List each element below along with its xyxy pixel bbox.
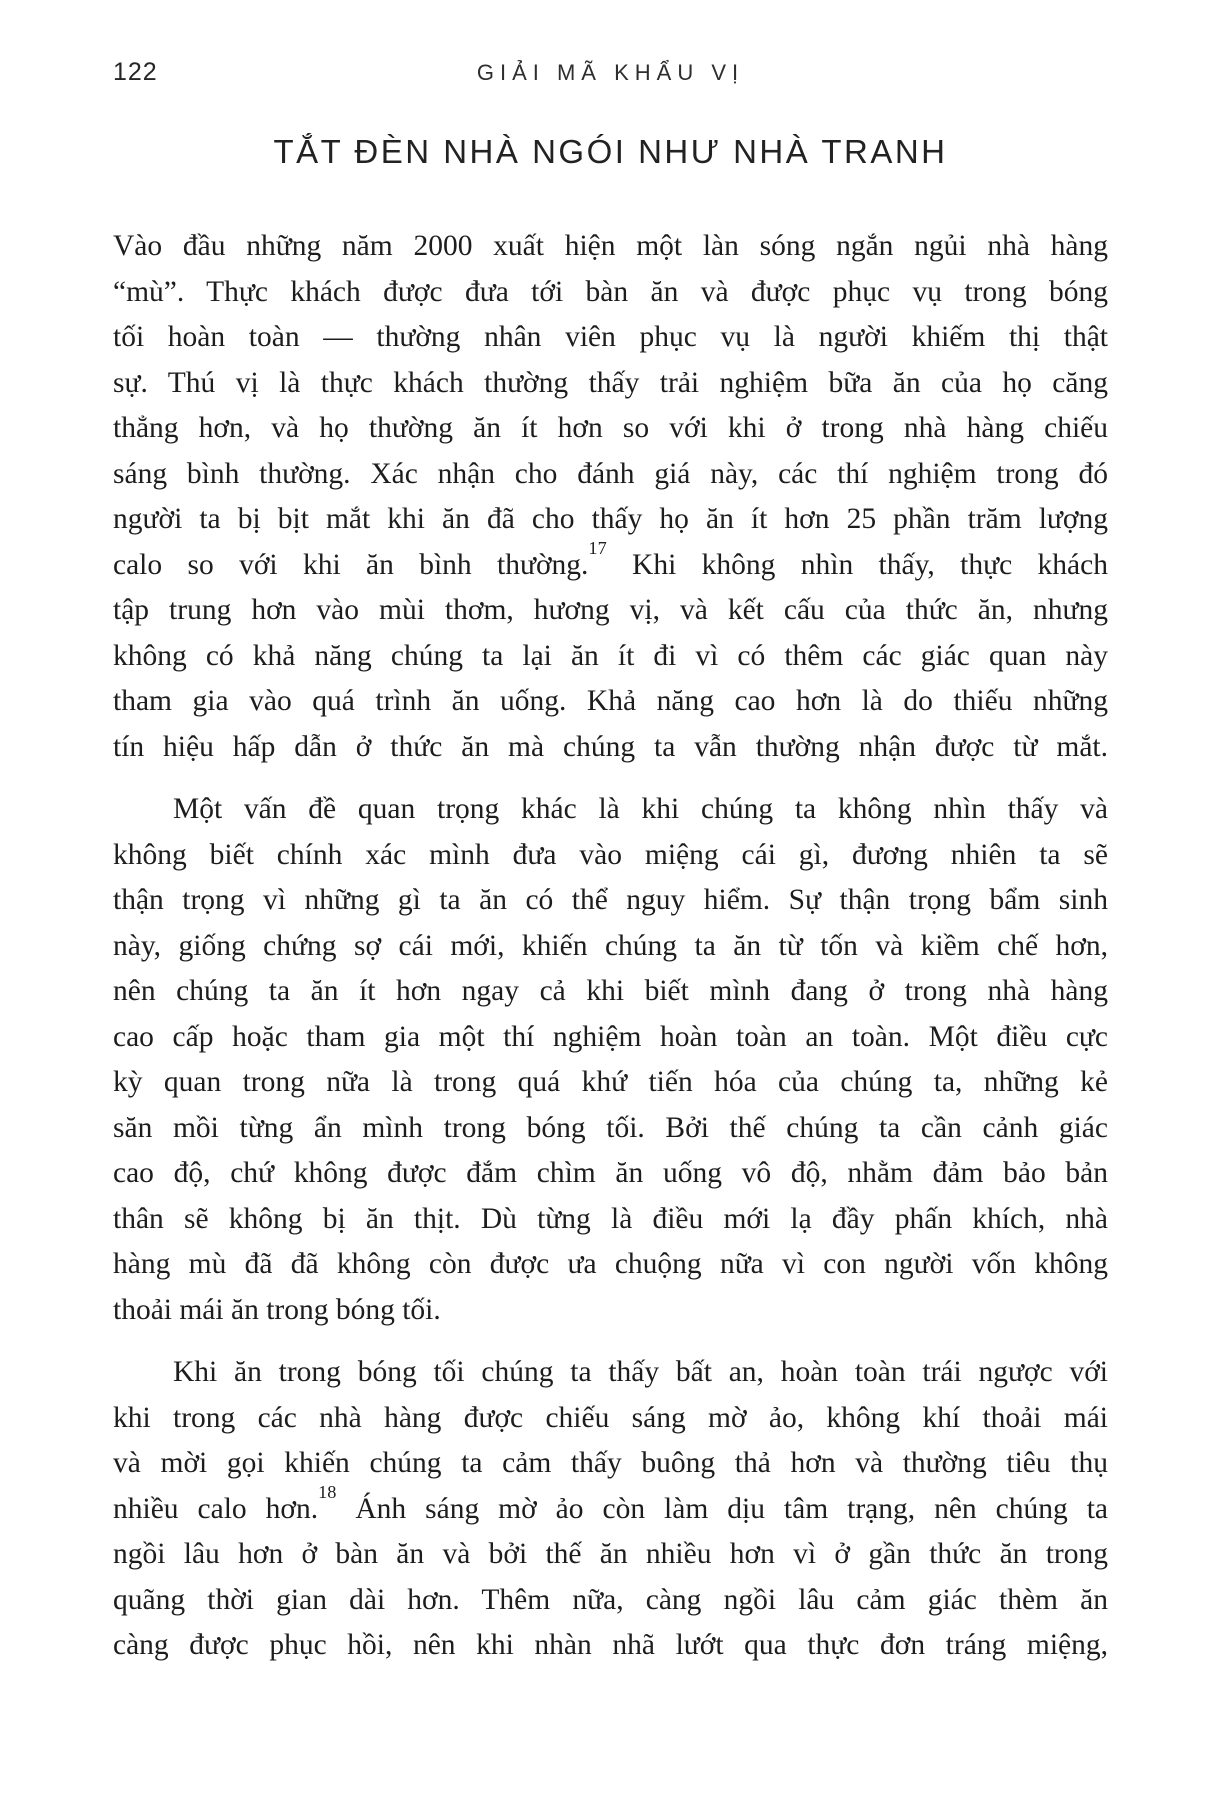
page-body [113,224,1108,1669]
text-line: khi trong các nhà hàng được chiếu sáng mờ ảo, không khí thoải mái [113,1401,1108,1434]
text-line: Một vấn đề quan trọng khác là khi chúng ta không nhìn thấy và [173,793,1108,825]
text-line: nhiều calo hơn.$^{18}$ Ánh sáng mờ ảo còn làm dịu tâm trạng, nên chúng ta [113,1482,1108,1525]
text-line: thẳng hơn, và họ thường ăn ít hơn so với khi ở trong nhà hàng chiếu [113,412,1108,444]
running-header: GIẢI MÃ KHẨU VỊ [476,60,745,85]
text-line: calo so với khi ăn bình thường.$^{17}$ Khi không nhìn thấy, thực khách [113,538,1108,581]
text-line: cao cấp hoặc tham gia một thí nghiệm hoàn toàn an toàn. Một điều cực [113,1020,1108,1053]
section-heading: TẮT ĐÈN NHÀ NGÓI NHƯ NHÀ TRANH [273,133,948,170]
footnote-ref: 17 [588,538,607,559]
text-line: tham gia vào quá trình ăn uống. Khả năng cao hơn là do thiếu những [113,685,1108,717]
text-line: ngồi lâu hơn ở bàn ăn và bởi thế ăn nhiều hơn vì ở gần thức ăn trong [113,1538,1108,1570]
text-line: tập trung hơn vào mùi thơm, hương vị, và kết cấu của thức ăn, nhưng [113,594,1108,626]
text-line: này, giống chứng sợ cái mới, khiến chúng ta ăn từ tốn và kiềm chế hơn, [113,929,1108,962]
paragraph [113,224,1108,770]
text-line: nên chúng ta ăn ít hơn ngay cả khi biết mình đang ở trong nhà hàng [113,975,1108,1007]
text-line: người ta bị bịt mắt khi ăn đã cho thấy họ ăn ít hơn 25 phần trăm lượng [113,503,1108,535]
text-line: thận trọng vì những gì ta ăn có thể nguy hiểm. Sự thận trọng bẩm sinh [113,884,1108,916]
text-line: càng được phục hồi, nên khi nhàn nhã lướt qua thực đơn tráng miệng, [113,1629,1108,1661]
text-line: Khi ăn trong bóng tối chúng ta thấy bất an, hoàn toàn trái ngược với [173,1356,1108,1388]
text-line: “mù”. Thực khách được đưa tới bàn ăn và được phục vụ trong bóng [113,275,1108,308]
text-line: Vào đầu những năm 2000 xuất hiện một làn sóng ngắn ngủi nhà hàng [113,230,1108,262]
text-line: thân sẽ không bị ăn thịt. Dù từng là điều mới lạ đầy phấn khích, nhà [113,1202,1108,1235]
text-line: và mời gọi khiến chúng ta cảm thấy buông thả hơn và thường tiêu thụ [113,1447,1108,1479]
text-line: sự. Thú vị là thực khách thường thấy trải nghiệm bữa ăn của họ căng [113,366,1108,399]
paragraph [113,787,1108,1333]
text-line: kỳ quan trong nữa là trong quá khứ tiến hóa của chúng ta, những kẻ [113,1066,1108,1098]
text-line: tối hoàn toàn — thường nhân viên phục vụ là người khiếm thị thật [113,321,1108,353]
text-line: săn mồi từng ẩn mình trong bóng tối. Bởi thế chúng ta cần cảnh giác [113,1111,1108,1144]
text-line: không biết chính xác mình đưa vào miệng cái gì, đương nhiên ta sẽ [113,838,1108,871]
text-line: sáng bình thường. Xác nhận cho đánh giá này, các thí nghiệm trong đó [113,457,1108,490]
text-line: thoải mái ăn trong bóng tối. [113,1293,441,1326]
text-line: cao độ, chứ không được đắm chìm ăn uống vô độ, nhằm đảm bảo bản [113,1157,1108,1189]
page-number: 122 [113,58,158,86]
text-line: quãng thời gian dài hơn. Thêm nữa, càng ngồi lâu cảm giác thèm ăn [113,1583,1108,1616]
paragraph [113,1350,1108,1669]
text-line: không có khả năng chúng ta lại ăn ít đi vì có thêm các giác quan này [113,639,1108,672]
footnote-ref: 18 [318,1482,337,1503]
text-line: tín hiệu hấp dẫn ở thức ăn mà chúng ta vẫn thường nhận được từ mắt. [113,730,1108,763]
text-line: hàng mù đã đã không còn được ưa chuộng nữa vì con người vốn không [113,1248,1108,1280]
